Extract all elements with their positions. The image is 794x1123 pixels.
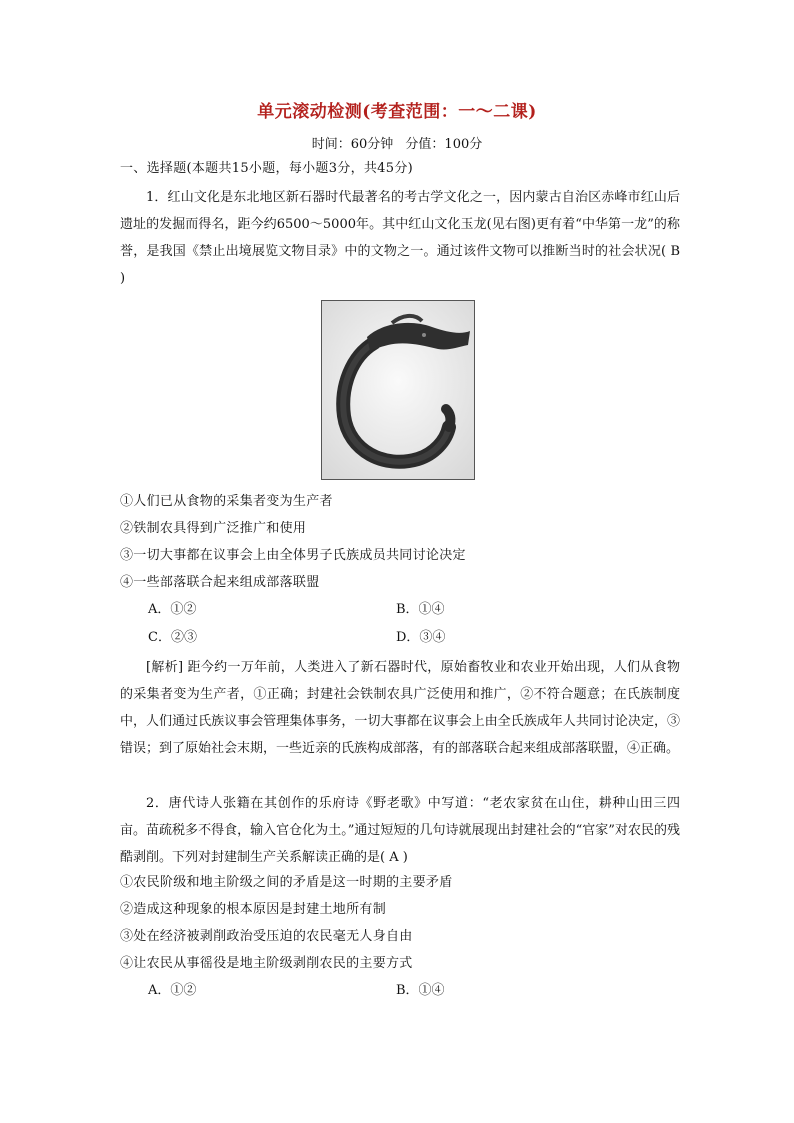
- page-title: 单元滚动检测(考查范围：一～二课): [257, 102, 537, 122]
- q2-option-item-1: ①农民阶级和地主阶级之间的矛盾是这一时期的主要矛盾: [120, 875, 453, 890]
- q2-choice-a: A．①②: [148, 983, 197, 998]
- q2-option-item-2: ②造成这种现象的根本原因是封建土地所有制: [120, 902, 387, 917]
- jade-dragon-picture: [322, 301, 474, 479]
- q2-option-item-4: ④让农民从事徭役是地主阶级剥削农民的主要方式: [120, 956, 413, 971]
- question-1-stem: [120, 184, 680, 292]
- q1-option-item-2: ②铁制农具得到广泛推广和使用: [120, 521, 307, 536]
- exam-time: 时间：60分钟: [311, 137, 394, 152]
- q1-choice-c: C．②③: [148, 630, 197, 645]
- section-heading: 一、选择题(本题共15小题，每小题3分，共45分): [120, 161, 413, 176]
- q2-option-item-3: ③处在经济被剥削政治受压迫的农民毫无人身自由: [120, 929, 413, 944]
- q1-choice-a: A．①②: [148, 602, 197, 617]
- question-2-stem-text: 2．唐代诗人张籍在其创作的乐府诗《野老歌》中写道：“老农家贫在山住，耕种山田三四亩。苗疏税多不得食，输入官仓化为土。”通过短短的几句诗就展现出封建社会的“官家”对农民的残酷剥削。下列对封建制生产关系解读正确的是( A ): [120, 796, 680, 865]
- q1-choice-d: D．③④: [396, 630, 446, 645]
- question-1-stem-text: 1．红山文化是东北地区新石器时代最著名的考古学文化之一，因内蒙古自治区赤峰市红山后遗址的发掘而得名，距今约6500～5000年。其中红山文化玉龙(见右图)更有着“中华第一龙”的称誉，是我国《禁止出境展览文物目录》中的文物之一。通过该件文物可以推断当时的社会状况( B ): [120, 190, 680, 286]
- q1-option-item-3: ③一切大事都在议事会上由全体男子氏族成员共同讨论决定: [120, 548, 466, 563]
- question-2-stem: [120, 790, 680, 871]
- exam-meta: [0, 133, 794, 152]
- q1-analysis-text: [解析] 距今约一万年前，人类进入了新石器时代，原始畜牧业和农业开始出现，人们从食物的采集者变为生产者，①正确；封建社会铁制农具广泛使用和推广，②不符合题意；在氏族制度中，人们通过氏族议事会管理集体事务，一切大事都在议事会上由全氏族成年人共同讨论决定，③错误；到了原始社会末期，一些近亲的氏族构成部落，有的部落联合起来组成部落联盟，④正确。: [120, 660, 680, 756]
- jade-dragon-image: [321, 300, 475, 480]
- q2-choice-b: B．①④: [396, 983, 445, 998]
- q1-choice-b: B．①④: [396, 602, 445, 617]
- q1-option-item-4: ④一些部落联合起来组成部落联盟: [120, 575, 320, 590]
- q1-analysis: [120, 654, 680, 762]
- exam-score: 分值：100分: [405, 137, 483, 152]
- q1-option-item-1: ①人们已从食物的采集者变为生产者: [120, 494, 333, 509]
